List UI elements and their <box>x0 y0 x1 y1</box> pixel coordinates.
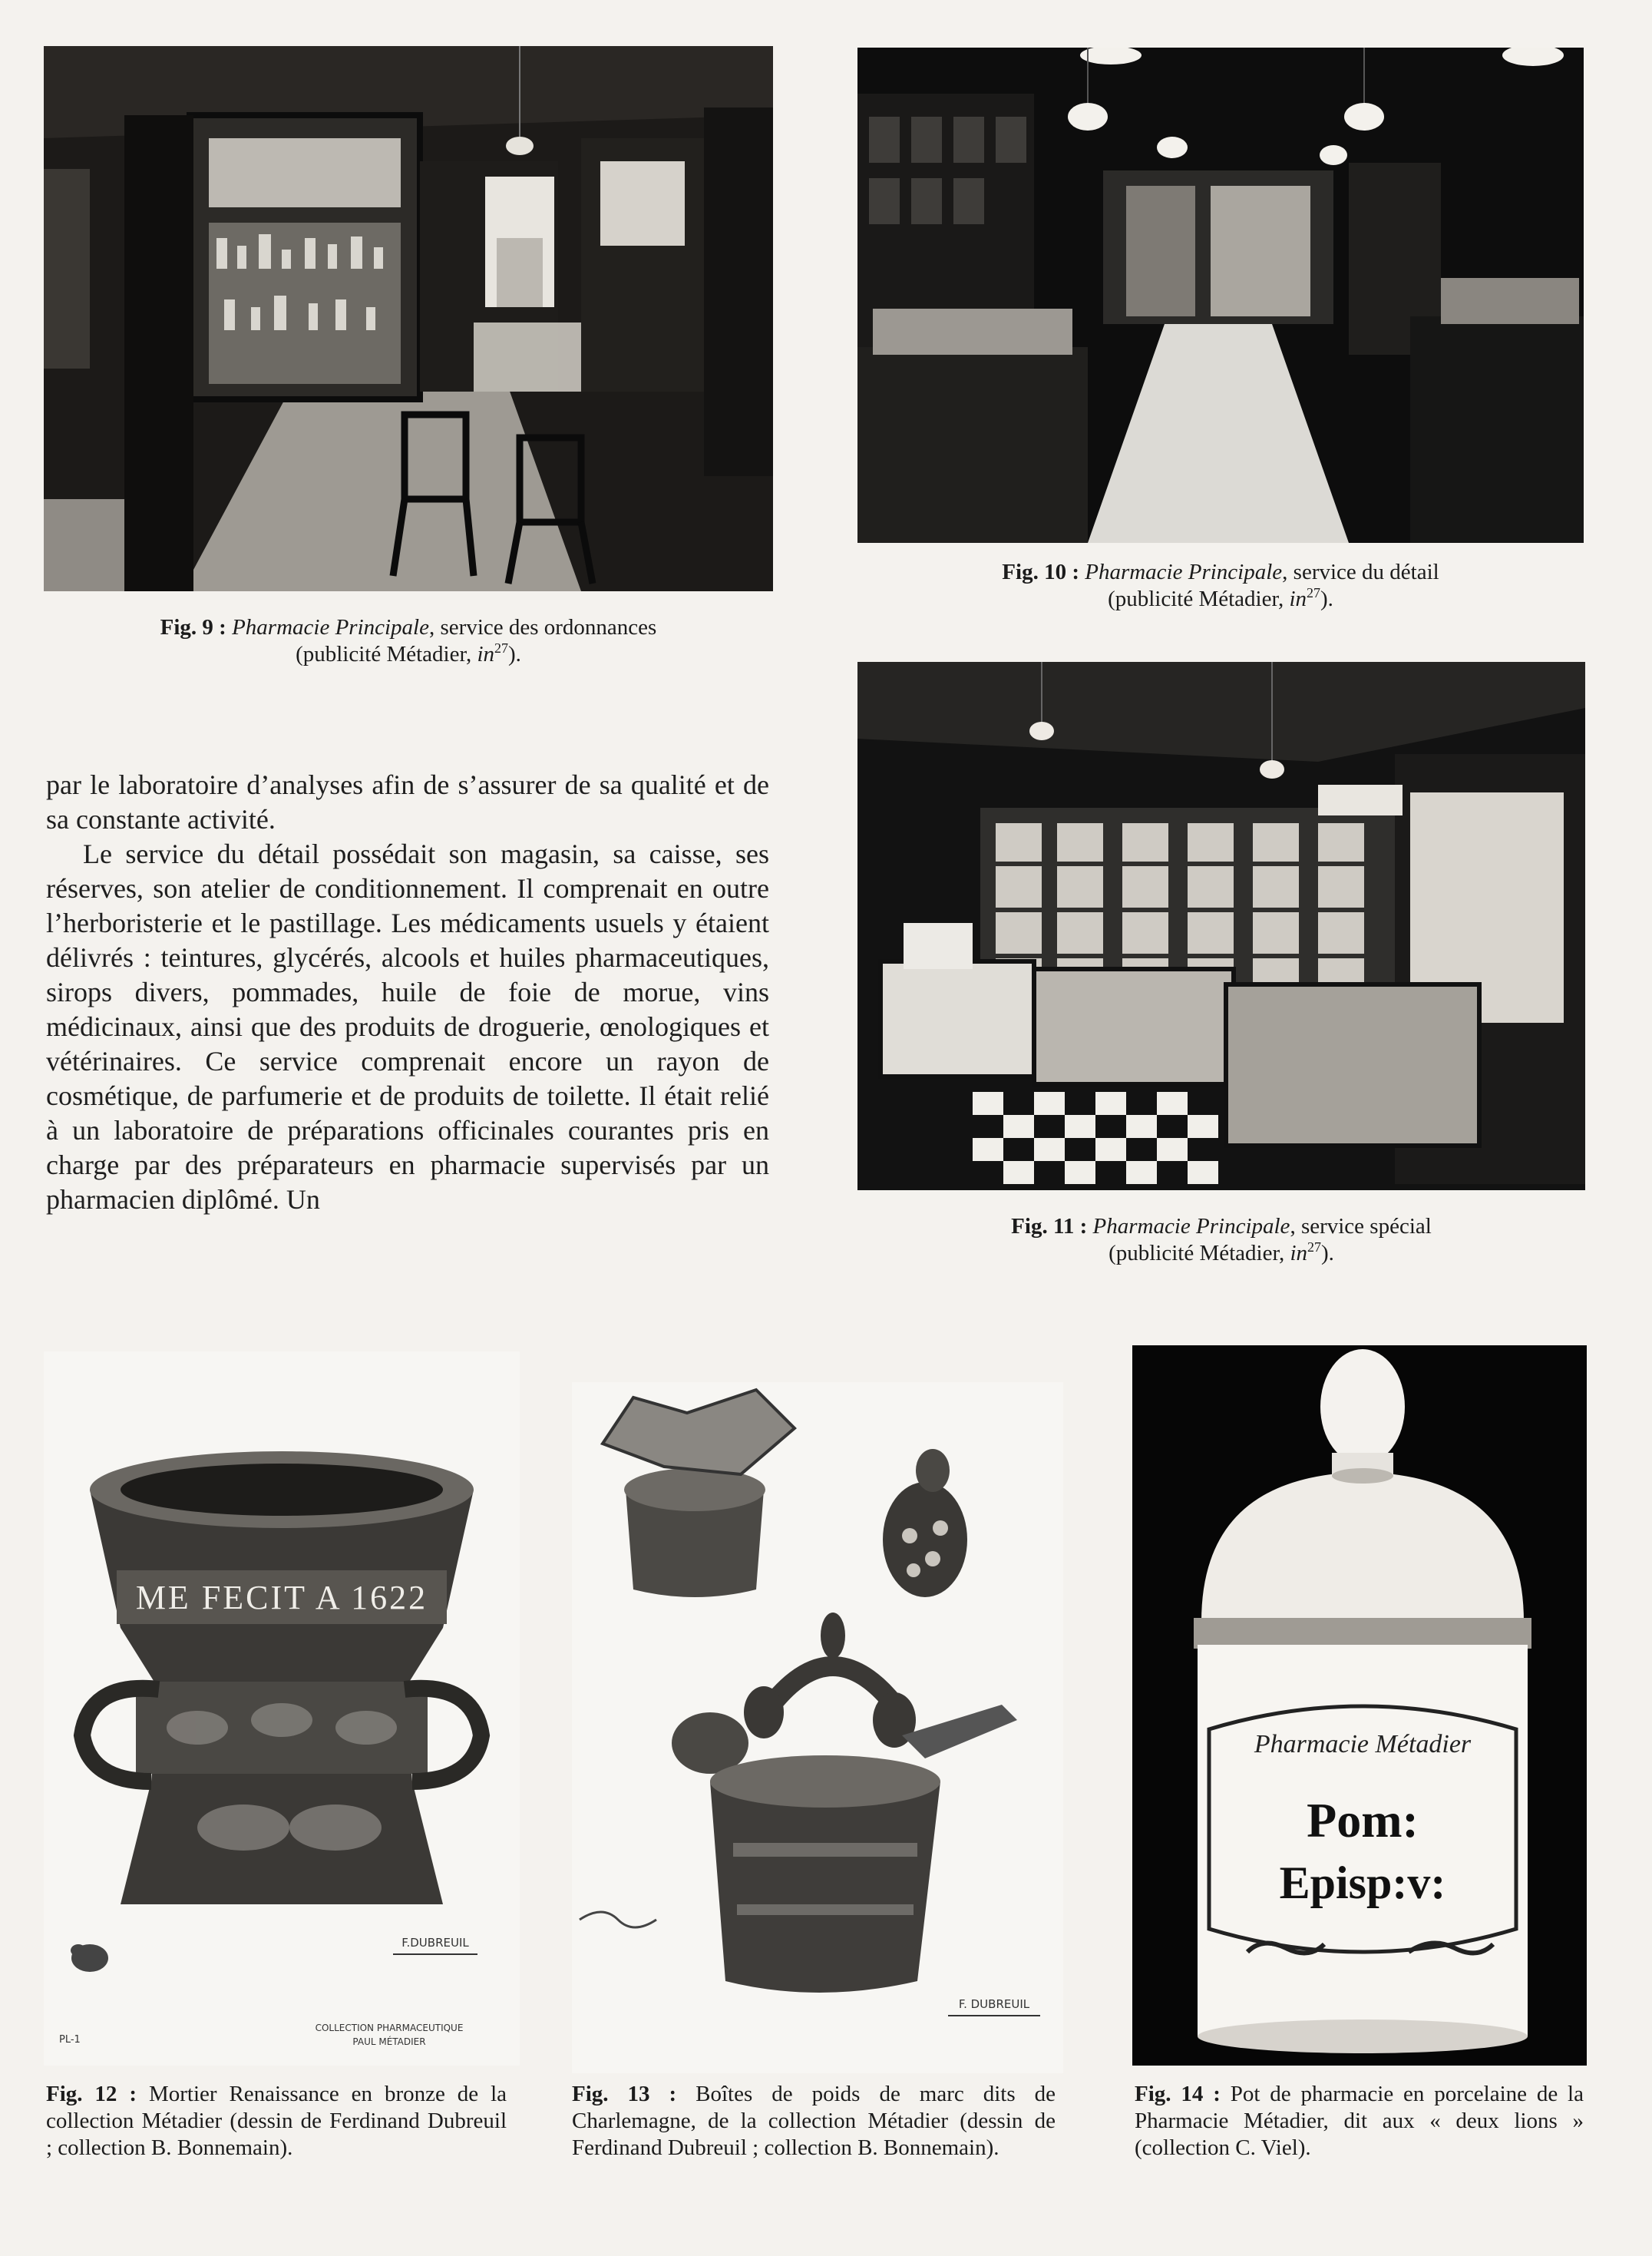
fig12-number: Fig. 12 : <box>46 2082 137 2106</box>
body-paragraph-2: Le service du détail possédait son magasin, sa caisse, ses réserves, son atelier de conditionnement. Il comprenait en outre l’herboristerie et le pastillage. Les médicaments usuels y étaient délivrés : teintures, glycérés, alcools et huiles pharmaceutiques, sirops divers, pommades, huile de foie de morue, vins médicinaux, ainsi que des produits de droguerie, œnologiques et vétérinaires. Ce service comprenait encore un rayon de cosmétique, de parfumerie et de produits de toilette. Il était relié à un laboratoire de préparations officinales courantes pris en charge par des préparateurs en pharmacie supervisés par un pharmacien diplômé. Un <box>46 839 769 1215</box>
fig9-in: in <box>477 642 495 667</box>
fig14-caption <box>1135 2081 1584 2162</box>
fig13-number: Fig. 13 : <box>572 2082 677 2106</box>
fig9-line2-open: (publicité Métadier, <box>296 642 477 667</box>
mortar-plate: PL-1 <box>59 2034 81 2046</box>
mortar-collection-2: PAUL MÉTADIER <box>352 2036 426 2047</box>
fig11-in: in <box>1290 1241 1308 1265</box>
mortar-signature: F.DUBREUIL <box>401 1936 469 1950</box>
jar-line-1: Pom: <box>1307 1793 1419 1847</box>
fig10-number: Fig. 10 : <box>1002 560 1079 584</box>
fig10-line2-open: (publicité Métadier, <box>1108 587 1290 611</box>
jar-line-2: Episp:v: <box>1279 1857 1446 1908</box>
fig13-text: Boîtes de poids de marc dits de Charlemagne, de la collection Métadier (dessin de Ferdinand Dubreuil ; collection B. Bonnemain). <box>572 2082 1056 2160</box>
fig13-drawing <box>572 1382 1063 2073</box>
fig9-rest: , service des ordonnances <box>429 615 657 640</box>
jar-brand: Pharmacie Métadier <box>1254 1730 1472 1758</box>
fig9-number: Fig. 9 : <box>160 615 226 640</box>
fig10-photo <box>857 48 1584 543</box>
fig11-ref: 27 <box>1307 1239 1322 1255</box>
fig10-caption <box>857 559 1584 613</box>
fig12-drawing <box>44 1351 520 2066</box>
fig10-rest: , service du détail <box>1282 560 1439 584</box>
fig9-line2-close: ). <box>508 642 521 667</box>
fig10-ref: 27 <box>1307 585 1321 600</box>
weights-signature: F. DUBREUIL <box>958 1997 1030 2011</box>
body-text <box>46 768 769 1217</box>
fig11-caption <box>857 1213 1585 1267</box>
fig11-rest: , service spécial <box>1290 1214 1432 1239</box>
fig12-caption <box>46 2081 507 2162</box>
fig14-number: Fig. 14 : <box>1135 2082 1221 2106</box>
fig9-photo <box>44 46 773 591</box>
body-paragraph-1: par le laboratoire d’analyses afin de s’assurer de sa qualité et de sa constante activité. <box>46 769 769 835</box>
fig11-title: Pharmacie Principale <box>1092 1214 1290 1239</box>
fig13-caption <box>572 2081 1056 2162</box>
fig11-line2-open: (publicité Métadier, <box>1108 1241 1290 1265</box>
fig11-photo <box>857 662 1585 1190</box>
fig14-photo <box>1132 1345 1587 2066</box>
fig10-line2-close: ). <box>1320 587 1333 611</box>
mortar-inscription: ME FECIT A 1622 <box>135 1579 428 1616</box>
fig12-text: Mortier Renaissance en bronze de la collection Métadier (dessin de Ferdinand Dubreuil ; collection B. Bonnemain). <box>46 2082 507 2160</box>
fig14-text: Pot de pharmacie en porcelaine de la Pharmacie Métadier, dit aux « deux lions » (collection C. Viel). <box>1135 2082 1584 2160</box>
fig9-ref: 27 <box>494 640 509 656</box>
mortar-collection-1: COLLECTION PHARMACEUTIQUE <box>315 2023 464 2033</box>
fig10-title: Pharmacie Principale <box>1085 560 1283 584</box>
fig9-caption <box>44 614 773 668</box>
fig9-title: Pharmacie Principale <box>232 615 429 640</box>
fig10-in: in <box>1289 587 1307 611</box>
fig11-line2-close: ). <box>1321 1241 1334 1265</box>
fig11-number: Fig. 11 : <box>1011 1214 1088 1239</box>
